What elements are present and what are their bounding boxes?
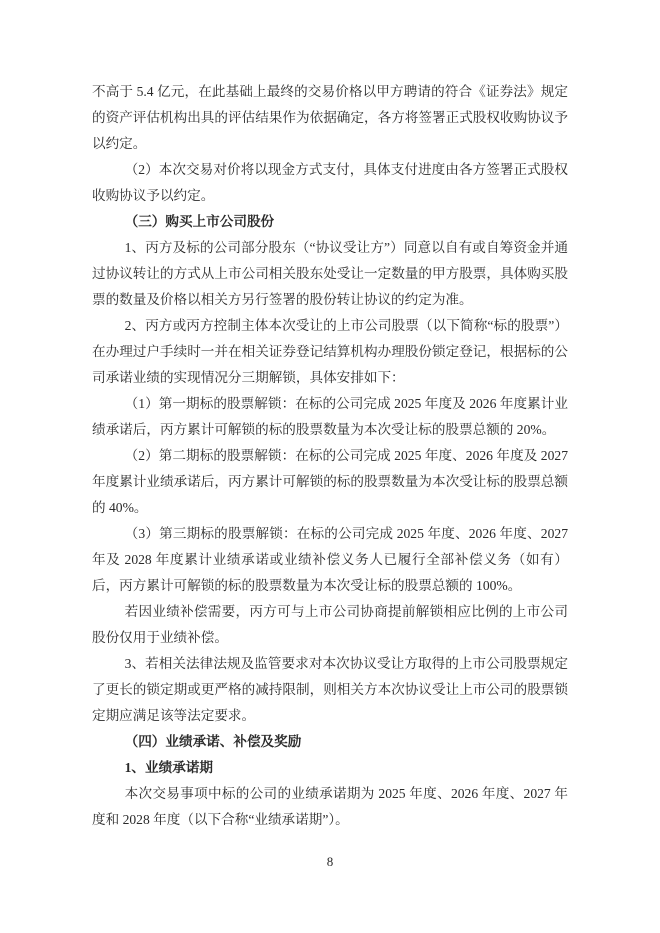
page-number: 8 [326, 854, 334, 869]
paragraph-item-3-stricter-lockup-rules: 3、若相关法律法规及监管要求对本次协议受让方取得的上市公司股票规定了更长的锁定期或更严格的减持限制，则相关方本次协议受让上市公司的股票锁定期应满足该等法定要求。 [92, 656, 568, 723]
paragraph-payment-method: （2）本次交易对价将以现金方式支付，具体支付进度由各方签署正式股权收购协议予以约定。 [92, 162, 568, 203]
page-footer [0, 849, 660, 875]
paragraph-performance-period-years: 本次交易事项中标的公司的业绩承诺期为 2025 年度、2026 年度、2027 年度和 2028 年度（以下合称“业绩承诺期”）。 [92, 786, 568, 827]
paragraph-unlock-phase-3: （3）第三期标的股票解锁：在标的公司完成 2025 年度、2026 年度、2027 年及 2028 年度累计业绩承诺或业绩补偿义务人已履行全部补偿义务（如有）后，丙方累计可解锁的标的股票数量为本次受让标的股票总额的 100%。 [92, 526, 568, 593]
paragraph-unlock-phase-2: （2）第二期标的股票解锁：在标的公司完成 2025 年度、2026 年度及 2027 年度累计业绩承诺后，丙方累计可解锁的标的股票数量为本次受让标的股票总额的 40%。 [92, 448, 568, 515]
heading-performance-commitment-period: 1、业绩承诺期 [124, 760, 213, 775]
heading-section-3-purchase-shares: （三）购买上市公司股份 [124, 214, 275, 229]
document-body [92, 79, 568, 833]
paragraph-price-continuation: 不高于 5.4 亿元，在此基础上最终的交易价格以甲方聘请的符合《证券法》规定的资产评估机构出具的评估结果作为依据确定，各方将签署正式股权收购协议予以约定。 [92, 84, 568, 151]
paragraph-item-2-lockup-registration: 2、丙方或丙方控制主体本次受让的上市公司股票（以下简称“标的股票”）在办理过户手续时一并在相关证券登记结算机构办理股份锁定登记，根据标的公司承诺业绩的实现情况分三期解锁，具体安排如下： [92, 318, 568, 385]
heading-section-4-performance-commitment: （四）业绩承诺、补偿及奖励 [124, 734, 302, 749]
paragraph-early-unlock-for-compensation: 若因业绩补偿需要，丙方可与上市公司协商提前解锁相应比例的上市公司股份仅用于业绩补偿。 [92, 604, 568, 645]
paragraph-item-1-share-transfer: 1、丙方及标的公司部分股东（“协议受让方”）同意以自有或自筹资金并通过协议转让的方式从上市公司相关股东处受让一定数量的甲方股票，具体购买股票的数量及价格以相关方另行签署的股份转让协议的约定为准。 [92, 240, 568, 307]
paragraph-unlock-phase-1: （1）第一期标的股票解锁：在标的公司完成 2025 年度及 2026 年度累计业绩承诺后，丙方累计可解锁的标的股票数量为本次受让标的股票总额的 20%。 [92, 396, 568, 437]
